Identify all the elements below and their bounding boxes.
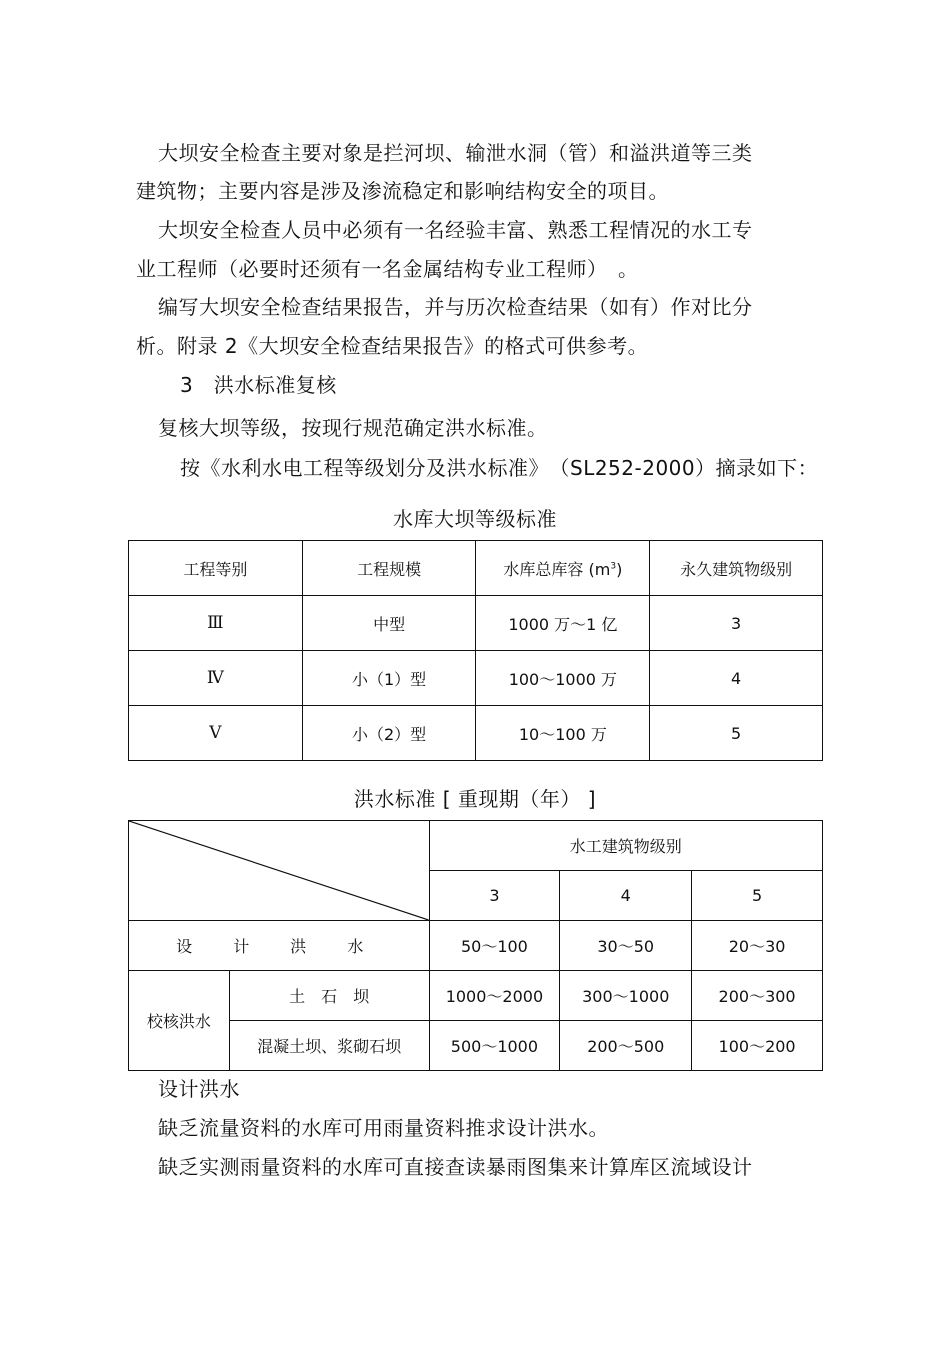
table-cell: 5 [650,706,823,761]
header-cell: 工程等别 [129,541,303,596]
flood-table-title: 洪水标准 [ 重现期（年） ] [353,787,597,811]
para-2-line-1: 大坝安全检查人员中必须有一名经验丰富、熟悉工程情况的水工专 [158,218,753,242]
table-row [129,921,823,971]
header-cell: 永久建筑物级别 [650,541,823,596]
table-cell: 小（1）型 [302,651,476,706]
table-cell: 200～300 [692,971,823,1021]
header-text: 水库总库容 (m [503,559,611,579]
check-flood-label: 校核洪水 [129,971,230,1071]
table-row [129,971,823,1021]
table-cell: Ⅲ [129,596,303,651]
dam-type-cell: 混凝土坝、浆砌石坝 [229,1021,429,1071]
para-2-line-2: 业工程师（必要时还须有一名金属结构专业工程师） 。 [136,257,639,281]
table-cell: 3 [650,596,823,651]
dam-type-cell: 土 石 坝 [229,971,429,1021]
level-header: 5 [692,871,823,921]
table-cell: 500～1000 [429,1021,560,1071]
table-row [129,1021,823,1071]
para-1-line-1: 大坝安全检查主要对象是拦河坝、输泄水洞（管）和溢洪道等三类 [158,141,753,165]
level-header: 3 [429,871,560,921]
table-cell: 小（2）型 [302,706,476,761]
table-cell: 200～500 [560,1021,692,1071]
para-3-line-1: 编写大坝安全检查结果报告，并与历次检查结果（如有）作对比分 [158,295,753,319]
table-cell: 1000～2000 [429,971,560,1021]
table-cell: Ⅴ [129,706,303,761]
section-heading: 3 洪水标准复核 [180,373,337,397]
header-cell [476,541,650,596]
para-4: 复核大坝等级，按现行规范确定洪水标准。 [158,416,548,440]
table-cell: Ⅳ [129,651,303,706]
level-header: 4 [560,871,692,921]
table-cell: 20～30 [692,921,823,971]
header-cell: 工程规模 [302,541,476,596]
diagonal-header-cell [129,821,430,921]
para-7: 缺乏实测雨量资料的水库可直接查读暴雨图集来计算库区流域设计 [158,1155,753,1179]
table-cell: 4 [650,651,823,706]
table-cell: 300～1000 [560,971,692,1021]
table-row [129,651,823,706]
superscript: 3 [610,561,617,572]
table-cell: 30～50 [560,921,692,971]
table-cell: 100～1000 万 [476,651,650,706]
design-flood-heading: 设计洪水 [158,1077,240,1101]
table-header-row [129,541,823,596]
dam-grade-table [128,540,823,761]
header-text: ) [616,559,623,579]
table-cell: 50～100 [429,921,560,971]
flood-standard-table [128,820,823,1071]
para-3-line-2: 析。附录 2《大坝安全检查结果报告》的格式可供参考。 [136,334,649,358]
para-5: 按《水利水电工程等级划分及洪水标准》 （SL252-2000）摘录如下： [180,456,819,480]
para-1-line-2: 建筑物；主要内容是涉及渗流稳定和影响结构安全的项目。 [136,179,669,203]
diagonal-line [129,821,429,920]
table-row [129,596,823,651]
table-cell: 1000 万～1 亿 [476,596,650,651]
para-6: 缺乏流量资料的水库可用雨量资料推求设计洪水。 [158,1116,609,1140]
table-cell: 100～200 [692,1021,823,1071]
table-header-row [129,821,823,871]
design-flood-label: 设 计 洪 水 [129,921,430,971]
table-row [129,706,823,761]
dam-table-title: 水库大坝等级标准 [393,507,557,531]
level-group-header: 水工建筑物级别 [429,821,823,871]
table-cell: 10～100 万 [476,706,650,761]
table-cell: 中型 [302,596,476,651]
